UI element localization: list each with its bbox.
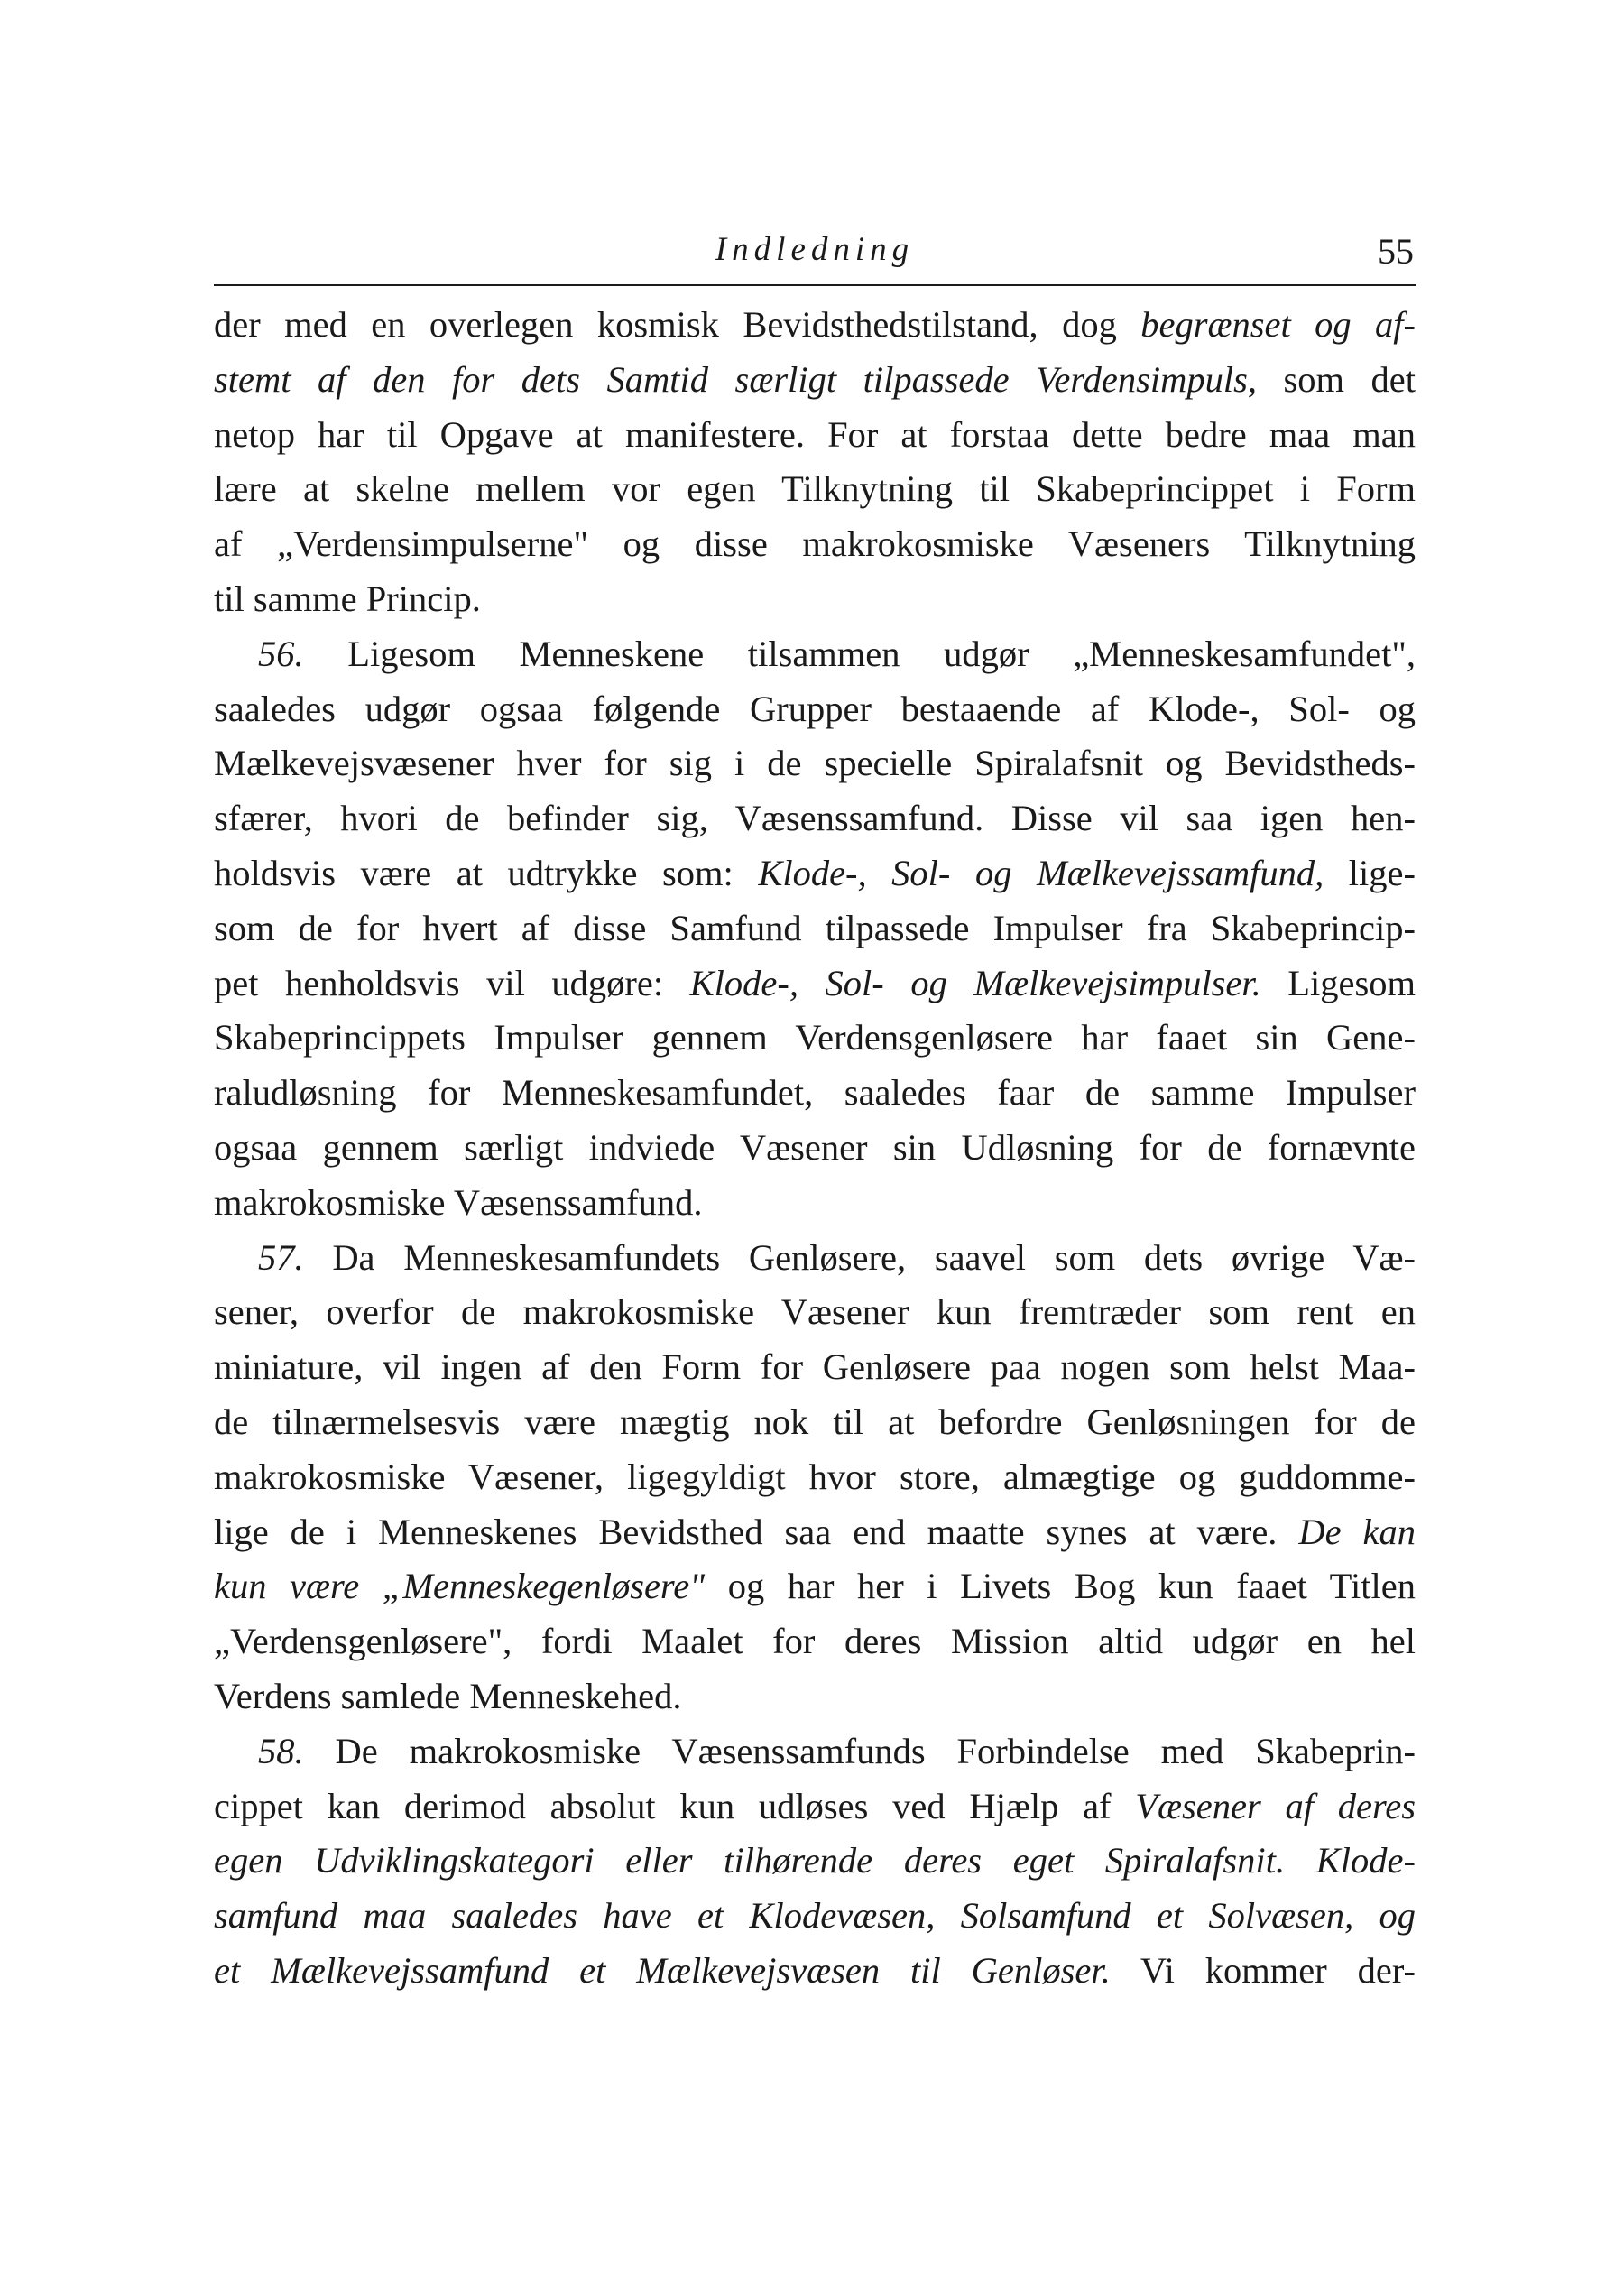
text-segment: 56.	[258, 633, 304, 674]
text-line	[214, 627, 1416, 682]
text-segment: De makrokosmiske Væsenssamfunds Forbindelse med Skabeprin-	[303, 1730, 1416, 1771]
text-line	[214, 462, 1416, 517]
running-head: Indledning	[715, 231, 915, 268]
text-line	[214, 1834, 1416, 1889]
text-line	[214, 682, 1416, 737]
text-segment: Da Menneskesamfundets Genløsere, saavel som dets øvrige Væ-	[303, 1236, 1416, 1278]
text-segment: Mælkevejsvæsener hver for sig i de specielle Spiralafsnit og Bevidstheds-	[214, 743, 1416, 784]
text-segment: der med en overlegen kosmisk Bevidsthedstilstand, dog	[214, 304, 1141, 345]
text-segment: samfund maa saaledes have et Klodevæsen, Solsamfund et Solvæsen, og	[214, 1895, 1416, 1937]
text-line	[214, 572, 1416, 627]
text-segment: til samme Princip.	[214, 578, 481, 619]
text-segment: som det	[1256, 358, 1416, 400]
text-line	[214, 1011, 1416, 1066]
text-line	[214, 901, 1416, 957]
text-segment: Klode-, Sol- og Mælkevejsimpulser.	[689, 962, 1261, 1003]
text-line	[214, 791, 1416, 846]
text-line	[214, 1780, 1416, 1835]
text-segment: lære at skelne mellem vor egen Tilknytning til Skabeprincippet i Form	[214, 468, 1416, 510]
text-segment: af „Verdensimpulserne" og disse makrokosmiske Væseners Tilknytning	[214, 523, 1416, 565]
text-segment: ogsaa gennem særligt indviede Væsener sin Udløsning for de fornævnte	[214, 1126, 1416, 1168]
text-segment: pet henholdsvis vil udgøre:	[214, 962, 690, 1003]
text-segment: Verdens samlede Menneskehed.	[214, 1675, 682, 1716]
text-line	[214, 1505, 1416, 1560]
text-line	[214, 1559, 1416, 1614]
header-rule	[214, 284, 1416, 286]
body-text	[214, 298, 1416, 1999]
text-segment: et Mælkevejssamfund et Mælkevejsvæsen til Genløser.	[214, 1949, 1111, 1991]
text-line	[214, 1614, 1416, 1669]
text-line	[214, 1889, 1416, 1944]
text-segment: kun være „Menneskegenløsere"	[214, 1566, 706, 1607]
text-line	[214, 1450, 1416, 1505]
text-segment: raludløsning for Menneskesamfundet, saaledes faar de samme Impulser	[214, 1072, 1416, 1114]
text-line	[214, 736, 1416, 791]
text-segment: 58.	[258, 1730, 304, 1771]
text-line	[214, 1066, 1416, 1121]
text-line	[214, 353, 1416, 408]
text-line	[214, 1231, 1416, 1286]
text-segment: Ligesom	[1260, 962, 1416, 1003]
text-segment: netop har til Opgave at manifestere. For at forstaa dette bedre maa man	[214, 413, 1416, 455]
text-segment: som de for hvert af disse Samfund tilpassede Impulser fra Skabeprincip-	[214, 907, 1416, 948]
text-segment: makrokosmiske Væsener, ligegyldigt hvor store, almægtige og guddomme-	[214, 1456, 1416, 1497]
text-segment: 57.	[258, 1236, 304, 1278]
text-segment: cippet kan derimod absolut kun udløses ved Hjælp af	[214, 1785, 1136, 1826]
text-line	[214, 1724, 1416, 1780]
text-line	[214, 957, 1416, 1012]
text-segment: Skabeprincippets Impulser gennem Verdensgenløsere har faaet sin Gene-	[214, 1017, 1416, 1059]
text-segment: egen Udviklingskategori eller tilhørende deres eget Spiralafsnit. Klode-	[214, 1840, 1416, 1882]
page-number: 55	[1378, 231, 1414, 272]
text-segment: Ligesom Menneskene tilsammen udgør „Menneskesamfundet",	[303, 633, 1416, 674]
text-segment: miniature, vil ingen af den Form for Genløsere paa nogen som helst Maa-	[214, 1346, 1416, 1388]
text-segment: saaledes udgør ogsaa følgende Grupper bestaaende af Klode-, Sol- og	[214, 688, 1416, 729]
text-segment: stemt af den for dets Samtid særligt tilpassede Verdensimpuls,	[214, 358, 1257, 400]
text-line	[214, 1121, 1416, 1176]
text-segment: sener, overfor de makrokosmiske Væsener kun fremtræder som rent en	[214, 1291, 1416, 1333]
text-segment: begrænset og af-	[1140, 304, 1416, 345]
text-line	[214, 1669, 1416, 1724]
text-segment: lige-	[1324, 852, 1416, 893]
text-segment: De kan	[1298, 1511, 1416, 1552]
text-segment: holdsvis være at udtrykke som:	[214, 852, 759, 893]
text-line	[214, 846, 1416, 901]
text-line	[214, 1176, 1416, 1231]
text-segment: Vi kommer der-	[1110, 1949, 1416, 1991]
text-line	[214, 1944, 1416, 1999]
text-segment: „Verdensgenløsere", fordi Maalet for deres Mission altid udgør en hel	[214, 1621, 1416, 1662]
text-segment: Væsener af deres	[1135, 1785, 1416, 1826]
text-segment: og har her i Livets Bog kun faaet Titlen	[705, 1566, 1416, 1607]
page-header	[214, 230, 1416, 286]
text-line	[214, 298, 1416, 353]
text-segment: de tilnærmelsesvis være mægtig nok til at befordre Genløsningen for de	[214, 1401, 1416, 1442]
text-line	[214, 517, 1416, 572]
text-line	[214, 408, 1416, 463]
text-line	[214, 1285, 1416, 1340]
text-segment: makrokosmiske Væsenssamfund.	[214, 1181, 703, 1223]
text-segment: sfærer, hvori de befinder sig, Væsenssamfund. Disse vil saa igen hen-	[214, 798, 1416, 839]
text-line	[214, 1395, 1416, 1450]
text-segment: lige de i Menneskenes Bevidsthed saa end maatte synes at være.	[214, 1511, 1299, 1552]
text-line	[214, 1340, 1416, 1395]
text-segment: Klode-, Sol- og Mælkevejssamfund,	[758, 852, 1324, 893]
